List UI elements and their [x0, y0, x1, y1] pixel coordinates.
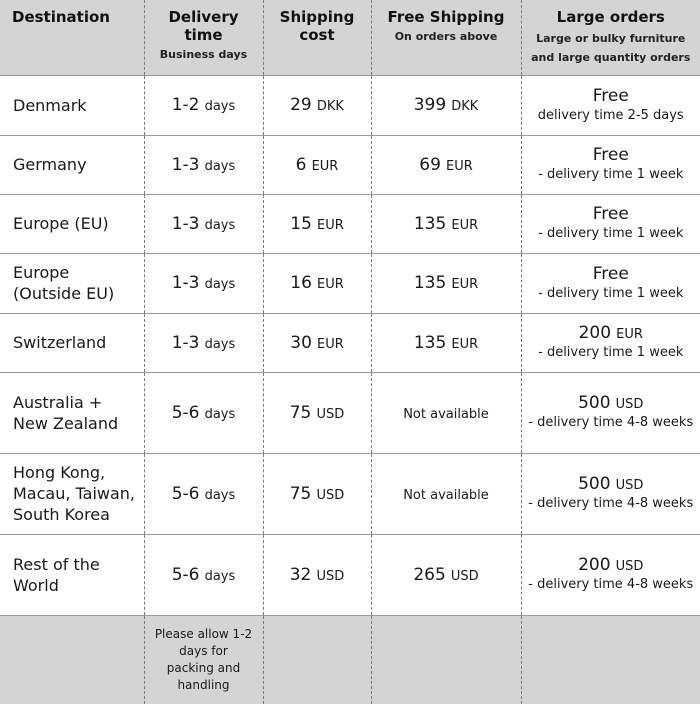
shipping-cost-cell	[263, 135, 371, 194]
destination-cell: Europe (EU)	[0, 194, 144, 253]
shipping-currency: EUR	[317, 337, 344, 352]
large-order-delivery: - delivery time 4-8 weeks	[528, 494, 695, 513]
free-shipping-currency: USD	[451, 569, 479, 584]
shipping-currency: EUR	[317, 277, 344, 292]
destination-cell: Germany	[0, 135, 144, 194]
header-free-sub: On orders above	[372, 29, 521, 44]
large-order-delivery: - delivery time 1 week	[528, 284, 695, 303]
destination-cell: Europe (Outside EU)	[0, 253, 144, 313]
free-shipping-currency: EUR	[451, 277, 478, 292]
table-row	[0, 253, 700, 313]
free-shipping-currency: EUR	[451, 337, 478, 352]
free-shipping-cell	[371, 372, 521, 453]
large-order-currency: USD	[616, 559, 644, 574]
shipping-amount: 16	[290, 273, 312, 293]
free-shipping-amount: 135	[414, 214, 446, 234]
free-shipping-cell	[371, 75, 521, 135]
footer-cell-empty	[371, 615, 521, 704]
shipping-currency: EUR	[317, 218, 344, 233]
footer-row	[0, 615, 700, 704]
delivery-time-cell	[144, 253, 263, 313]
footer-cell-empty	[521, 615, 700, 704]
delivery-time-cell	[144, 313, 263, 372]
header-delivery-time	[144, 0, 263, 75]
large-orders-cell	[521, 372, 700, 453]
header-free-title: Free Shipping	[372, 8, 521, 26]
large-order-price: 500	[578, 474, 610, 494]
delivery-days: 5-6	[172, 484, 200, 504]
large-orders-cell	[521, 253, 700, 313]
free-shipping-cell	[371, 194, 521, 253]
shipping-cost-cell	[263, 75, 371, 135]
large-order-delivery: - delivery time 1 week	[528, 165, 695, 184]
shipping-cost-cell	[263, 313, 371, 372]
free-shipping-currency: EUR	[451, 218, 478, 233]
header-large-sub: Large or bulky furniture and large quantity orders	[522, 29, 700, 67]
large-orders-cell	[521, 194, 700, 253]
large-order-price: Free	[593, 86, 629, 106]
delivery-unit: days	[205, 488, 236, 503]
large-orders-cell	[521, 534, 700, 615]
delivery-time-cell	[144, 453, 263, 534]
shipping-amount: 6	[296, 155, 307, 175]
header-row	[0, 0, 700, 75]
delivery-unit: days	[205, 337, 236, 352]
large-order-price: 500	[578, 393, 610, 413]
delivery-days: 5-6	[172, 565, 200, 585]
delivery-time-cell	[144, 135, 263, 194]
delivery-unit: days	[205, 159, 236, 174]
large-orders-cell	[521, 75, 700, 135]
free-shipping-currency: DKK	[451, 99, 478, 114]
shipping-cost-cell	[263, 253, 371, 313]
header-delivery-title: Delivery time	[145, 8, 263, 44]
free-shipping-currency: EUR	[446, 159, 473, 174]
delivery-time-cell	[144, 372, 263, 453]
free-shipping-cell	[371, 453, 521, 534]
shipping-amount: 30	[290, 333, 312, 353]
header-large-title: Large orders	[522, 8, 700, 26]
delivery-days: 1-3	[172, 273, 200, 293]
table-row	[0, 453, 700, 534]
free-shipping-text: Not available	[403, 488, 489, 503]
footer-cell-empty	[0, 615, 144, 704]
large-order-currency: USD	[616, 478, 644, 493]
delivery-days: 5-6	[172, 403, 200, 423]
footer-note: Please allow 1-2 days for packing and handling	[144, 615, 263, 704]
shipping-currency: USD	[316, 407, 344, 422]
table-row	[0, 313, 700, 372]
large-order-price: Free	[593, 264, 629, 284]
shipping-cost-cell	[263, 453, 371, 534]
delivery-unit: days	[205, 407, 236, 422]
header-destination	[0, 0, 144, 75]
shipping-cost-cell	[263, 194, 371, 253]
table-row	[0, 372, 700, 453]
free-shipping-amount: 135	[414, 333, 446, 353]
header-shipping-cost	[263, 0, 371, 75]
shipping-cost-cell	[263, 534, 371, 615]
delivery-time-cell	[144, 194, 263, 253]
destination-cell: Australia + New Zealand	[0, 372, 144, 453]
large-order-price: Free	[593, 204, 629, 224]
delivery-time-cell	[144, 534, 263, 615]
destination-cell: Denmark	[0, 75, 144, 135]
large-order-delivery: delivery time 2-5 days	[528, 106, 695, 125]
footer-cell-empty	[263, 615, 371, 704]
table-row	[0, 75, 700, 135]
free-shipping-amount: 69	[419, 155, 441, 175]
large-order-currency: EUR	[616, 327, 643, 342]
large-orders-cell	[521, 453, 700, 534]
free-shipping-amount: 135	[414, 273, 446, 293]
header-large-orders	[521, 0, 700, 75]
large-order-price: 200	[579, 323, 611, 343]
free-shipping-amount: 399	[414, 95, 446, 115]
large-order-price: Free	[593, 145, 629, 165]
shipping-amount: 75	[290, 484, 312, 504]
table-row	[0, 135, 700, 194]
delivery-days: 1-2	[172, 95, 200, 115]
destination-cell: Hong Kong, Macau, Taiwan, South Korea	[0, 453, 144, 534]
shipping-cost-cell	[263, 372, 371, 453]
large-order-delivery: - delivery time 1 week	[528, 343, 695, 362]
large-order-delivery: - delivery time 1 week	[528, 224, 695, 243]
free-shipping-cell	[371, 253, 521, 313]
destination-cell: Rest of the World	[0, 534, 144, 615]
large-order-delivery: - delivery time 4-8 weeks	[528, 413, 695, 432]
delivery-unit: days	[205, 218, 236, 233]
header-delivery-sub: Business days	[145, 47, 263, 62]
large-order-currency: USD	[616, 397, 644, 412]
shipping-amount: 29	[290, 95, 312, 115]
delivery-unit: days	[205, 277, 236, 292]
shipping-currency: EUR	[312, 159, 339, 174]
shipping-currency: USD	[316, 488, 344, 503]
free-shipping-amount: 265	[413, 565, 445, 585]
delivery-days: 1-3	[172, 155, 200, 175]
large-orders-cell	[521, 313, 700, 372]
header-free-shipping	[371, 0, 521, 75]
free-shipping-text: Not available	[403, 407, 489, 422]
delivery-days: 1-3	[172, 214, 200, 234]
shipping-amount: 75	[290, 403, 312, 423]
free-shipping-cell	[371, 135, 521, 194]
table-row	[0, 194, 700, 253]
shipping-currency: DKK	[317, 99, 344, 114]
large-order-delivery: - delivery time 4-8 weeks	[528, 575, 695, 594]
delivery-unit: days	[205, 99, 236, 114]
free-shipping-cell	[371, 313, 521, 372]
shipping-amount: 32	[290, 565, 312, 585]
header-destination-label: Destination	[12, 8, 144, 26]
shipping-amount: 15	[290, 214, 312, 234]
table-row	[0, 534, 700, 615]
delivery-days: 1-3	[172, 333, 200, 353]
free-shipping-cell	[371, 534, 521, 615]
large-orders-cell	[521, 135, 700, 194]
delivery-unit: days	[205, 569, 236, 584]
header-shipping-title: Shipping cost	[264, 8, 371, 44]
destination-cell: Switzerland	[0, 313, 144, 372]
delivery-time-cell	[144, 75, 263, 135]
shipping-currency: USD	[316, 569, 344, 584]
large-order-price: 200	[578, 555, 610, 575]
